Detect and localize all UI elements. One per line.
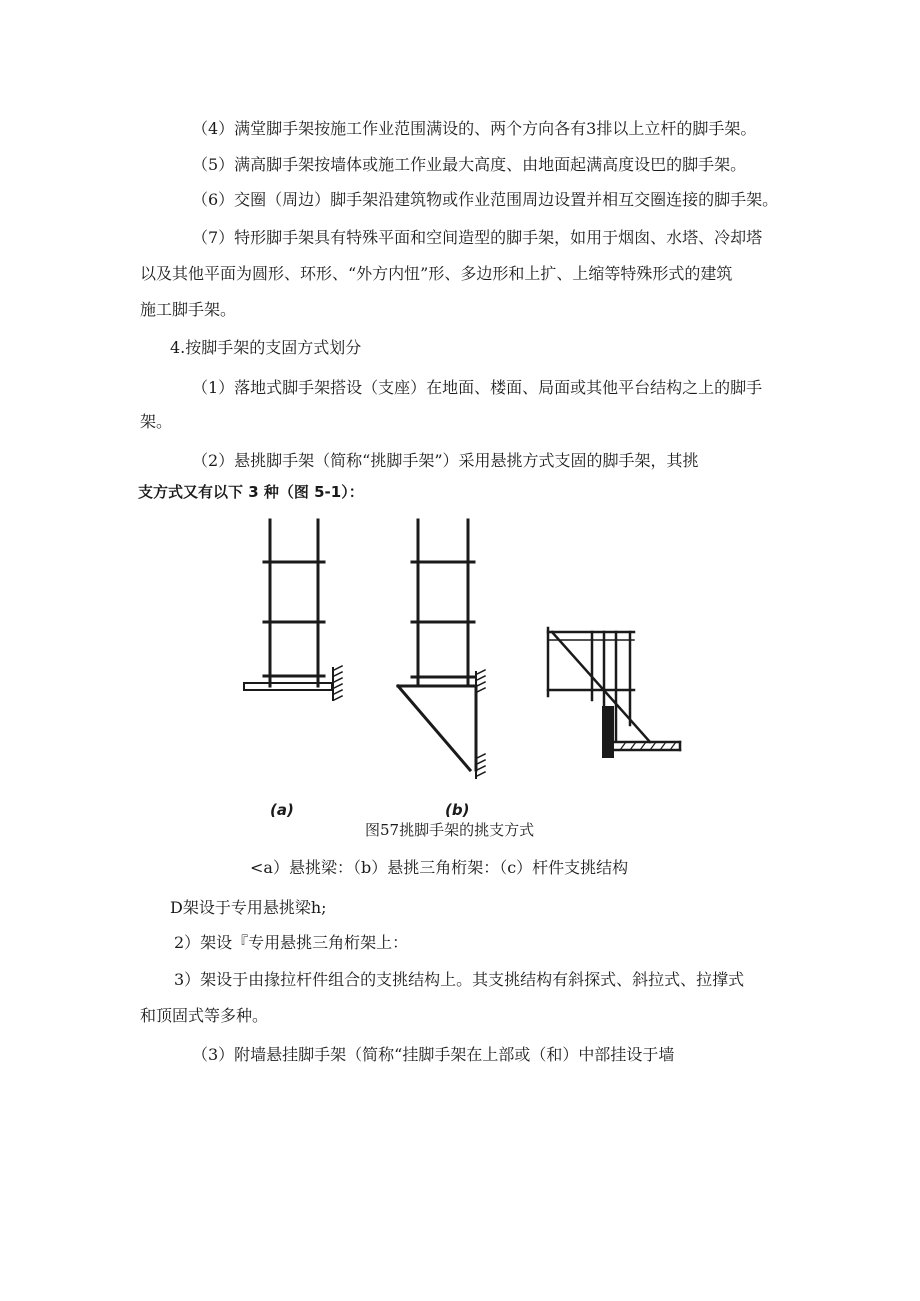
paragraph-2-line2: 支方式又有以下 3 种（图 5-1）： [138, 483, 364, 501]
section-heading-4: 4.按脚手架的支固方式划分 [170, 338, 362, 357]
diagram-b [398, 520, 485, 778]
label-b: (b) [445, 801, 470, 819]
paragraph-5: （5）满高脚手架按墙体或施工作业最大高度、由地面起满高度设巴的脚手架。 [192, 155, 747, 174]
figure-subcaption: <a）悬挑梁：（b）悬挑三角桁架：（c）杆件支挑结构 [250, 858, 629, 877]
list-item-3-line2: 和顶固式等多种。 [140, 1006, 269, 1025]
figure-caption: 图57挑脚手架的挑支方式 [365, 821, 535, 839]
paragraph-3: （3）附墙悬挂脚手架（简称“挂脚手架在上部或（和）中部挂设于墙 [192, 1045, 675, 1064]
label-a: (a) [270, 801, 294, 819]
paragraph-6: （6）交圈（周边）脚手架沿建筑物或作业范围周边设置并相互交圈连接的脚手架。 [192, 190, 779, 209]
paragraph-7-line3: 施工脚手架。 [140, 300, 237, 319]
paragraph-1-line2: 架。 [140, 412, 173, 431]
list-item-3-line1: 3）架设于由掾拉杆件组合的支挑结构上。其支挑结构有斜探式、斜拉式、拉撑式 [174, 970, 745, 989]
paragraph-1-line1: （1）落地式脚手架搭设（支座）在地面、楼面、局面或其他平台结构之上的脚手 [192, 378, 763, 397]
paragraph-7-line1: （7）特形脚手架具有特殊平面和空间造型的脚手架，如用于烟囱、水塔、冷却塔 [192, 228, 763, 247]
diagram-a [244, 520, 342, 700]
list-item-2: 2）架设『专用悬挑三角桁架上： [174, 933, 409, 952]
paragraph-4: （4）满堂脚手架按施工作业范围满设的、两个方向各有3排以上立杆的脚手架。 [192, 119, 757, 138]
paragraph-2-line1: （2）悬挑脚手架（简称“挑脚手架”）采用悬挑方式支固的脚手架，其挑 [192, 451, 699, 470]
paragraph-7-line2: 以及其他平面为圆形、环形、“外方内忸”形、多边形和上扩、上缩等特殊形式的建筑 [140, 264, 733, 283]
diagram-c [548, 628, 680, 758]
list-item-1: D架设于专用悬挑梁h; [170, 898, 327, 917]
